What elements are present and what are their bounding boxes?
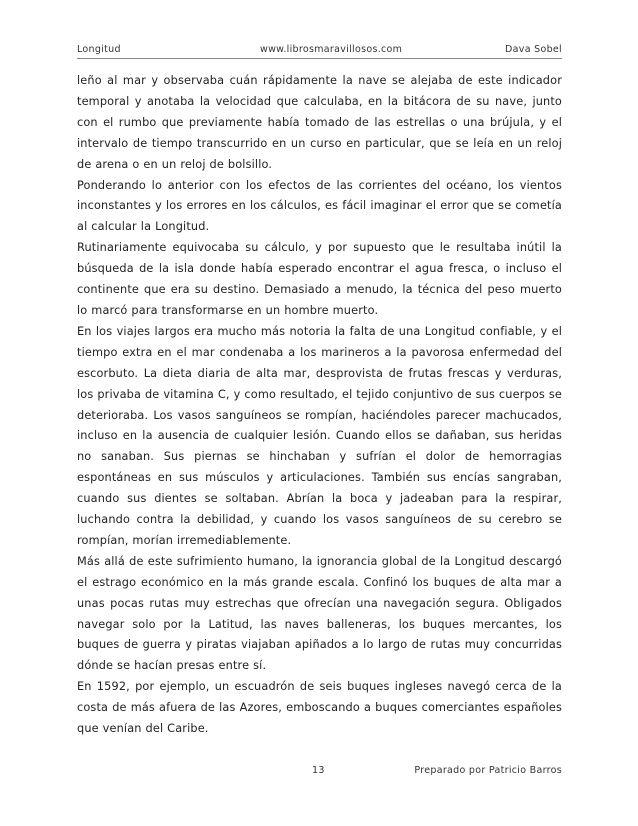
paragraph: leño al mar y observaba cuán rápidamente la nave se alejaba de este indicador temporal y anotaba la velocidad que calculaba, en la bitácora de su nave, junto con el rumbo que previamente había tomado de las estrellas o una brújula, y el intervalo de tiempo transcurrido en un curso en particular, que se leía en un reloj de arena o en un reloj de bolsillo. xyxy=(77,74,562,171)
footer-page-number: 13 xyxy=(312,765,325,776)
footer-credit: Preparado por Patricio Barros xyxy=(414,765,562,776)
header-author: Dava Sobel xyxy=(505,44,562,55)
header-book-title: Longitud xyxy=(77,44,121,55)
paragraph: En 1592, por ejemplo, un escuadrón de seis buques ingleses navegó cerca de la costa de más afuera de las Azores, emboscando a buques comerciantes españoles que venían del Caribe. xyxy=(77,680,562,736)
paragraph: Más allá de este sufrimiento humano, la ignorancia global de la Longitud descargó el estrago económico en la más grande escala. Confinó los buques de alta mar a unas pocas rutas muy estrechas que ofrecían una navegación segura. Obligados navegar solo por la Latitud, las naves balleneras, los buques mercantes, los buques de guerra y piratas viajaban apiñados a lo largo de rutas muy concurridas dónde se hacían presas entre sí. xyxy=(77,554,562,673)
paragraph: Rutinariamente equivocaba su cálculo, y por supuesto que le resultaba inútil la búsqueda de la isla donde había esperado encontrar el agua fresca, o incluso el continente que era su destino. Demasiado a menudo, la técnica del peso muerto lo marcó para transformarse en un hombre muerto. xyxy=(77,241,562,317)
paragraph: Ponderando lo anterior con los efectos de las corrientes del océano, los vientos inconstantes y los errores en los cálculos, es fácil imaginar el error que se cometía al calcular la Longitud. xyxy=(77,178,562,234)
header-website: www.librosmaravillosos.com xyxy=(260,44,403,55)
header-rule xyxy=(77,58,562,59)
body-text xyxy=(77,71,562,740)
paragraph: En los viajes largos era mucho más notoria la falta de una Longitud confiable, y el tiempo extra en el mar condenaba a los marineros a la pavorosa enfermedad del escorbuto. La dieta diaria de alta mar, desprovista de frutas frescas y verduras, los privaba de vitamina C, y como resultado, el tejido conjuntivo de sus cuerpos se deterioraba. Los vasos sanguíneos se rompían, haciéndoles parecer machucados, incluso en la ausencia de cualquier lesión. Cuando ellos se dañaban, sus heridas no sanaban. Sus piernas se hinchaban y sufrían el dolor de hemorragias espontáneas en sus músculos y articulaciones. También sus encías sangraban, cuando sus dientes se soltaban. Abrían la boca y jadeaban para la respirar, luchando contra la debilidad, y cuando los vasos sanguíneos de su cerebro se rompían, morían irremediablemente. xyxy=(77,324,562,547)
